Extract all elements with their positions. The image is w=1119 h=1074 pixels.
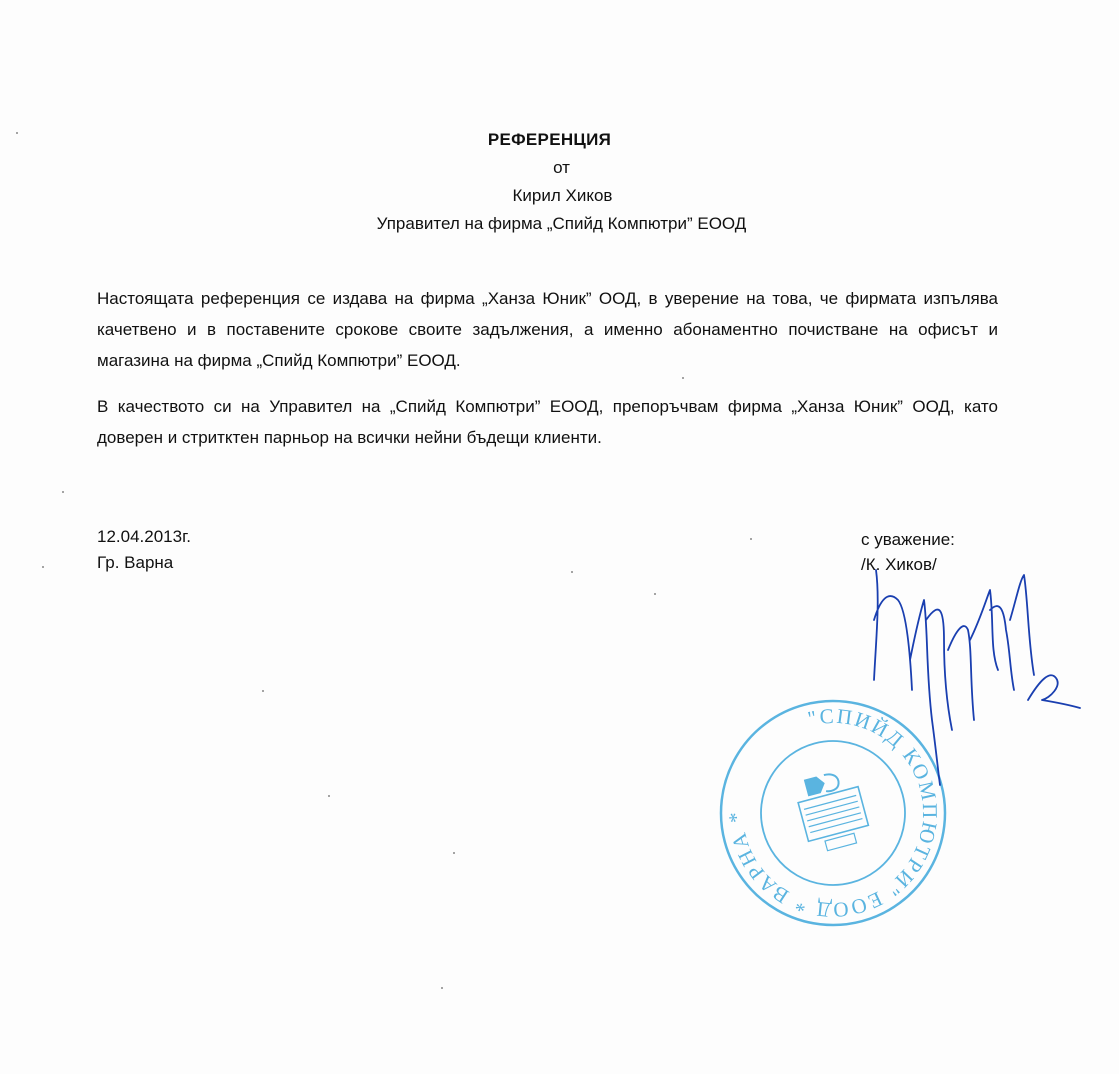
scan-speck — [453, 852, 455, 854]
closing-regards: с уважение: — [861, 530, 955, 549]
scan-speck — [750, 538, 752, 540]
scan-speck — [441, 987, 443, 989]
document-header — [0, 126, 1119, 238]
stamp-ring-text: "СПИЙД КОМПЮТРИ" ЕООД * ВАРНА * — [723, 703, 943, 923]
signer-name: /К. Хиков/ — [861, 555, 937, 574]
scan-speck — [682, 377, 684, 379]
document-title: РЕФЕРЕНЦИЯ — [487, 130, 612, 149]
document-date: 12.04.2013г. — [97, 527, 191, 546]
paragraph-recommendation: В качеството си на Управител на „Спийд Компютри” ЕООД, препоръчвам фирма „Ханза Юник” ООД, като доверен и стритктен парньор на всички нейни бъдещи клиенти. — [97, 397, 998, 447]
scan-speck — [328, 795, 330, 797]
document-city: Гр. Варна — [97, 553, 174, 572]
author-name: Кирил Хиков — [512, 186, 613, 205]
scan-speck — [262, 690, 264, 692]
from-label: от — [553, 158, 570, 177]
scan-speck — [62, 491, 64, 493]
scan-speck — [654, 593, 656, 595]
handwritten-signature — [840, 560, 1090, 790]
scan-speck — [571, 571, 573, 573]
author-position: Управител на фирма „Спийд Компютри” ЕООД — [376, 214, 747, 233]
paragraph-reference: Настоящата референция се издава на фирма „Ханза Юник” ООД, в уверение на това, че фирмата изпълява качетвено и в поставените срокове своите задължения, а именно абонаментно почистване на офисът и магазина на фирма „Спийд Компютри” ЕООД. — [97, 289, 998, 370]
scan-speck — [42, 566, 44, 568]
